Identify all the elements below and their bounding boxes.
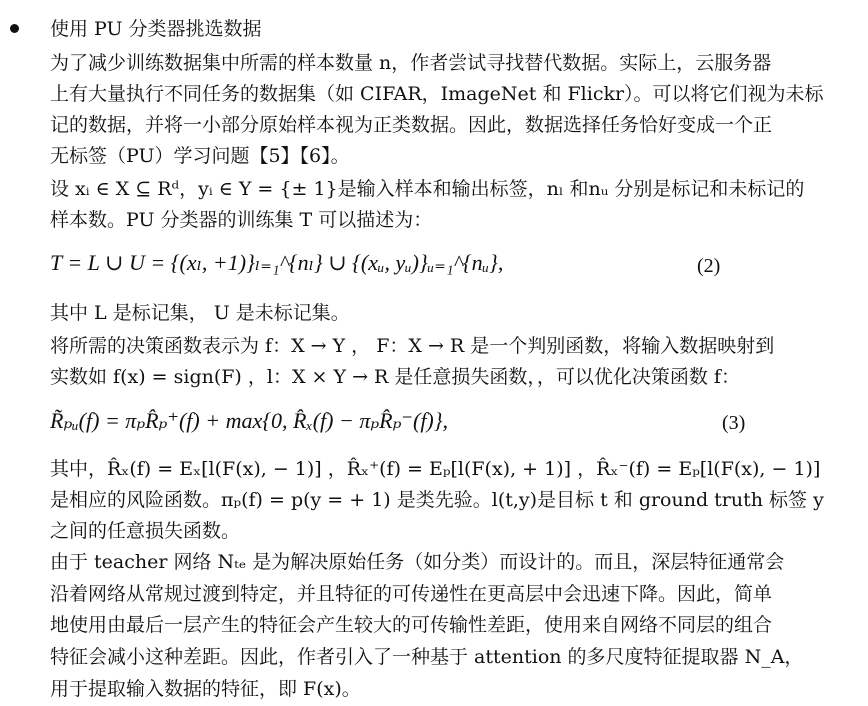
paragraph-line: 之间的任意损失函数。	[50, 520, 241, 542]
paragraph-line: 样本数。PU 分类器的训练集 T 可以描述为：	[50, 209, 433, 231]
paragraph-line: 上有大量执行不同任务的数据集（如 CIFAR，ImageNet 和 Flickr）。可以将它们视为未标	[50, 83, 824, 105]
paragraph-line: 将所需的决策函数表示为 f：X → Y ， F：X → R 是一个判别函数，将输入数据映射到	[50, 335, 775, 357]
paragraph-line: 地使用由最后一层产生的特征会产生较大的可传输性差距，使用来自网络不同层的组合	[50, 614, 773, 636]
equation-2-number: (2)	[697, 255, 721, 277]
paragraph-line: 设 xᵢ ∈ X ⊆ Rᵈ，yᵢ ∈ Y = {± 1}是输入样本和输出标签，nₗ 和nᵤ 分别是标记和未标记的	[50, 178, 805, 200]
paragraph-line: 其中，R̂ₓ(f) = Eₓ[l(F(x), − 1)] ，R̂ₓ⁺(f) = Eₚ[l(F(x), + 1)] ，R̂ₓ⁻(f) = Eₚ[l(F(x), − 1)]	[50, 458, 821, 480]
paragraph-line: 沿着网络从常规过渡到特定，并且特征的可传递性在更高层中会迅速下降。因此，简单	[50, 583, 773, 605]
equation-2: T = L ∪ U = {(xₗ, +1)}ₗ₌₁^{nₗ} ∪ {(xᵤ, yᵤ)}ᵤ₌₁^{nᵤ},	[50, 250, 504, 275]
equation-3-number: (3)	[722, 412, 746, 434]
section-heading: 使用 PU 分类器挑选数据	[50, 18, 262, 40]
equation-3: R̃ₚᵤ(f) = πₚR̂ₚ⁺(f) + max{0, R̂ₓ(f) − πₚR̂ₚ⁻(f)},	[50, 408, 449, 433]
paragraph-line: 用于提取输入数据的特征，即 F(x)。	[50, 678, 361, 700]
paragraph-line: 实数如 f(x) = sign(F) ，l：X × Y → R 是任意损失函数，，可以优化决策函数 f：	[50, 366, 740, 388]
paragraph-line: 记的数据，并将一小部分原始样本视为正类数据。因此，数据选择任务恰好变成一个正	[50, 114, 773, 136]
paragraph-line: 是相应的风险函数。πₚ(f) = p(y = + 1) 是类先验。l(t,y)是目标 t 和 ground truth 标签 y	[50, 489, 824, 511]
paragraph-line: 特征会减小这种差距。因此，作者引入了一种基于 attention 的多尺度特征提取器 N_A，	[50, 646, 804, 668]
paragraph-line: 为了减少训练数据集中所需的样本数量 n，作者尝试寻找替代数据。实际上，云服务器	[50, 52, 772, 74]
paragraph-line: 由于 teacher 网络 Nₜₑ 是为解决原始任务（如分类）而设计的。而且，深层特征通常会	[50, 551, 785, 573]
paragraph-line: 其中 L 是标记集， U 是未标记集。	[50, 302, 350, 324]
paragraph-line: 无标签（PU）学习问题【5】【6】。	[50, 145, 350, 167]
bullet-icon	[10, 24, 19, 33]
